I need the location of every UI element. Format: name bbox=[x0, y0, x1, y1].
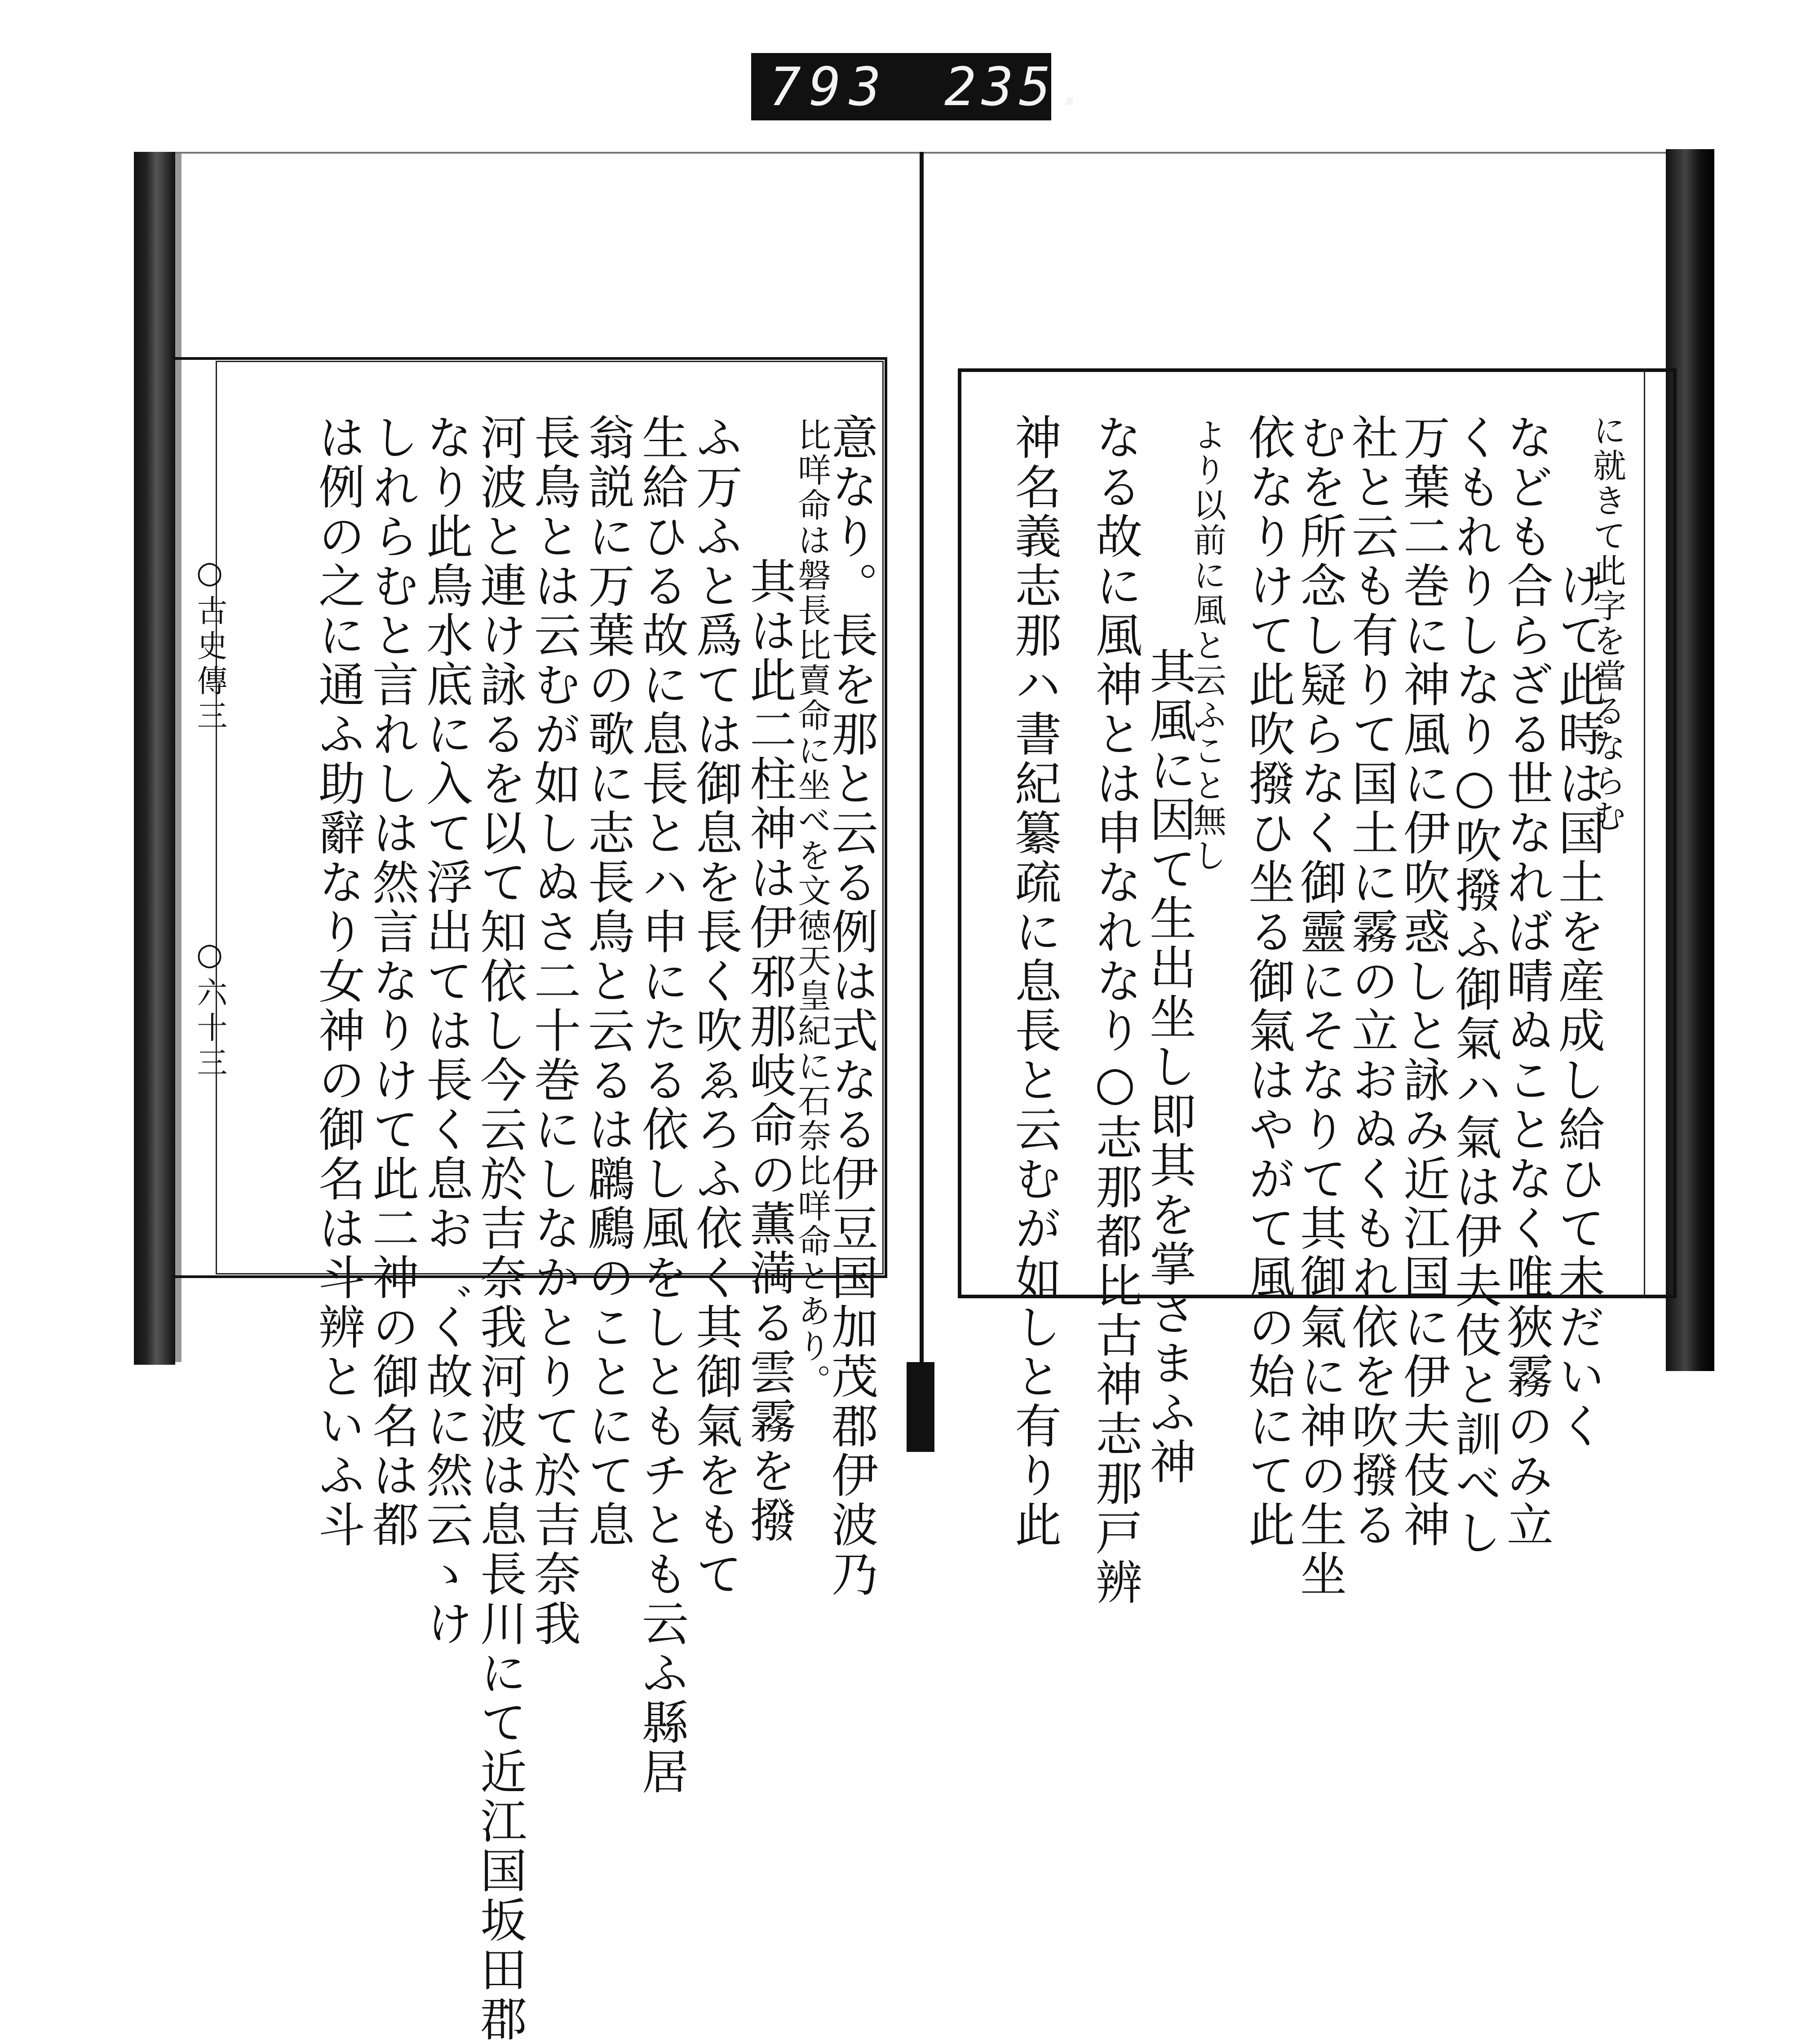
right-column-3: なども合らざる世なれば晴ぬことなく唯狹霧のみ立 bbox=[1499, 413, 1554, 1550]
left-column-6: 翁説に万葉の歌に志長鳥と云るは鸊鷉のことにて息 bbox=[580, 413, 635, 1550]
left-column-3: 其は此二柱神は伊邪那岐命の薫満る雲霧を撥 bbox=[742, 557, 797, 1545]
gutter-binding bbox=[907, 1362, 934, 1452]
reel-number: 793 bbox=[769, 56, 890, 118]
right-column-6: 社と云も有りて国土に霧の立おぬくもれ依を吹撥る bbox=[1344, 413, 1399, 1550]
left-column-8: 河波と連け詠るを以て知依し今云於吉奈我河波は息長川にて近江国坂田郡 bbox=[472, 413, 527, 2044]
left-column-10: しれらむと言れしは然言なりけて此二神の御名は都 bbox=[364, 413, 419, 1550]
right-column-1: に就きて此字を當るならむ bbox=[1588, 413, 1626, 834]
book-edge-left bbox=[134, 152, 175, 1365]
right-column-2: けて此時は国土を産成し給ひて未だいく bbox=[1550, 562, 1605, 1451]
book-gutter bbox=[920, 152, 924, 1363]
right-column-9: より以前に風と云ふこと無し bbox=[1188, 418, 1226, 873]
left-column-4: ふ万ふと爲ては御息を長く吹ゑろふ依く其御氣をもて bbox=[688, 413, 743, 1599]
left-column-1: 意なり。長を那と云る例は式なる伊豆国加茂郡伊波乃 bbox=[823, 413, 878, 1599]
folio-number: ○六十三 bbox=[192, 937, 227, 1082]
right-column-4: くもれりしなり○吹撥ふ御氣ハ氣は伊夫伎と訓べし bbox=[1447, 413, 1502, 1558]
reel-frame-counter bbox=[751, 53, 1094, 120]
left-column-5: 生給ひる故に息長とハ申にたる依し風をしともチとも云ふ縣居 bbox=[634, 413, 689, 1797]
right-column-5: 万葉二巻に神風に伊吹惑しと詠み近江国に伊夫伎神 bbox=[1395, 413, 1450, 1550]
left-column-9: なり此鳥水底に入て浮出ては長く息お゛く故に然云ゝけ bbox=[418, 413, 473, 1649]
left-column-7: 長鳥とは云むが如しぬさ二十巻にしなかとりて於吉奈我 bbox=[526, 413, 581, 1649]
frame-number: 235. bbox=[944, 56, 1094, 118]
left-column-11: は例の之に通ふ助辭なり女神の御名は斗辨といふ斗 bbox=[310, 413, 365, 1550]
right-column-12: 神名義志那ハ書紀纂疏に息長と云むが如しと有り此 bbox=[1007, 413, 1062, 1550]
running-title: ○古史傳三 bbox=[192, 555, 227, 735]
left-column-2: 比咩命は磐長比賣命に坐べを文徳天皇紀に石奈比咩命とあり。 bbox=[792, 418, 831, 1399]
right-column-11: なる故に風神とは申なれなり○志那都比古神志那戸辨 bbox=[1088, 413, 1142, 1607]
right-column-10: 其風に因て生出坐し即其を掌さまふ神 bbox=[1142, 647, 1196, 1487]
right-column-7: むを所念し疑らなく御靈にそなりて其御氣に神の生坐 bbox=[1292, 413, 1347, 1599]
right-column-8: 依なりけて此吹撥ひ坐る御氣はやがて風の始にて此 bbox=[1240, 413, 1295, 1550]
